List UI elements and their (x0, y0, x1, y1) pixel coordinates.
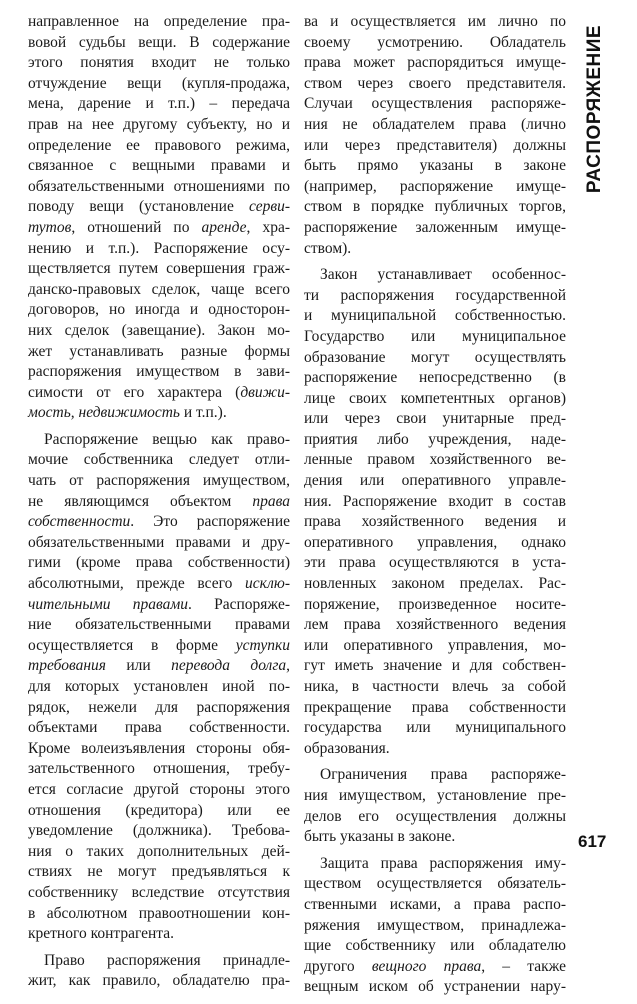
text-column-left (28, 12, 290, 998)
text-line: зательственного отношения, требу- (28, 760, 290, 778)
text-line: мочие собственника следует отли- (28, 451, 290, 469)
text-line: Распоряжение вещью как право- (44, 430, 290, 448)
text-run: и т.п.). (179, 404, 227, 422)
text-line: ствиях не могут предъявляться к (28, 863, 290, 881)
emphasis-term: чительными правами (28, 595, 188, 613)
text-line (28, 403, 290, 424)
text-line: уведомление (должника). Требова- (28, 822, 290, 840)
page-number: 617 (578, 832, 607, 851)
text-line: ти распоряжения государственной (304, 286, 566, 304)
text-line: (например, распоряжение имуще- (304, 177, 566, 195)
paragraph (28, 430, 290, 945)
text-line: эти права осуществляются в уста- (304, 554, 566, 572)
text-line: мена, дарение и т.п.) – передача (28, 95, 290, 113)
text-line: своему усмотрению. Обладатель (304, 33, 566, 51)
text-line (28, 574, 290, 595)
text-run: абсолютными, прежде всего (28, 575, 245, 593)
text-line (28, 492, 290, 513)
emphasis-term: исклю- (244, 575, 290, 593)
text-line: Государство или муниципальное (304, 327, 566, 345)
paragraph-continued (28, 12, 290, 424)
text-line: образования. (304, 739, 390, 757)
emphasis-term: уступки (235, 636, 290, 654)
text-line: вещным иском об устранении нару- (304, 978, 566, 996)
text-line (28, 656, 290, 677)
text-line: направленное на определение пра- (28, 13, 290, 30)
text-line: Право распоряжения принадле- (44, 951, 290, 969)
paragraph (304, 265, 566, 759)
text-line: ством). (304, 239, 352, 257)
text-line: щие собственнику или обладателю (304, 937, 566, 955)
paragraph (304, 765, 566, 847)
text-line: новленных законом пределах. Рас- (304, 575, 566, 593)
text-line: ния о таких дополнительных дей- (28, 842, 290, 860)
text-line: объектами права собственности. (28, 719, 290, 737)
text-line (28, 636, 290, 657)
text-line (28, 512, 290, 533)
text-line: отношения (кредитора) или ее (28, 801, 290, 819)
text-line: права может распорядиться имуще- (304, 54, 566, 72)
text-line: ния не обладателем права (лично (304, 115, 566, 133)
paragraph (304, 854, 566, 998)
text-run: , (286, 657, 290, 675)
text-line: ние обязательственными правами (28, 616, 290, 634)
text-line: данско-правовых сделок, чаще всего (28, 280, 290, 298)
text-run: . Распоряже- (188, 595, 290, 613)
text-line: Случаи осуществления распоряже- (304, 95, 566, 113)
emphasis-term: серви- (249, 198, 290, 216)
text-line (28, 218, 290, 239)
text-run: поводу вещи (установление (28, 198, 250, 216)
text-line: прав на нее другому субъекту, но и (28, 115, 290, 133)
text-line: ществляется путем совершения граж- (28, 260, 290, 278)
text-line: них сделок (завещание). Закон мо- (28, 321, 290, 339)
text-line: гут иметь значение и для собствен- (304, 657, 566, 675)
text-line: собственнику вследствие отсутствия (28, 883, 290, 901)
text-line: обязательственными отношениями по (28, 177, 290, 195)
text-line: поряжение, произведенное носите- (304, 595, 566, 613)
section-tab-label: РАСПОРЯЖЕНИЕ (584, 24, 606, 194)
text-run: . Это распоряжение (130, 513, 290, 531)
paragraph (28, 951, 290, 992)
text-line: приятия либо учреждения, наде- (304, 430, 566, 448)
text-run: , отношений по (71, 218, 202, 236)
text-line: ством в порядке публичных торгов, (304, 198, 566, 216)
emphasis-term: аренде (201, 218, 247, 236)
text-line: этого понятия входит не только (28, 54, 290, 72)
emphasis-term: тутов (28, 218, 72, 236)
text-line: или через свои унитарные пред- (304, 410, 566, 428)
section-tab (580, 14, 610, 204)
text-line: для которых установлен иной по- (28, 678, 290, 695)
text-line: определение ее правового режима, (28, 136, 290, 154)
text-line: оперативного управления, однако (304, 533, 566, 551)
text-run: или (105, 657, 172, 675)
text-line: в абсолютном правоотношении кон- (28, 904, 290, 922)
emphasis-term: права (252, 492, 290, 510)
text-line: вовой судьбы вещи. В содержание (28, 33, 290, 51)
text-line: ния имуществом, установление пре- (304, 786, 566, 804)
paragraph-continued (304, 12, 566, 259)
text-line: кретного контрагента. (28, 925, 175, 943)
text-line: или оперативного управления, мо- (304, 636, 566, 654)
text-line: жет устанавливать разные формы (28, 342, 290, 360)
text-line: распоряжение непосредственно (в (304, 369, 566, 387)
emphasis-term: требования (28, 657, 106, 675)
text-line (28, 595, 290, 616)
text-column-right (304, 12, 566, 1004)
text-line: распоряжения имуществом в зави- (28, 363, 290, 381)
text-line: договоров, но иногда и односторон- (28, 301, 290, 319)
text-line: ва и осуществляется им лично по (304, 13, 566, 30)
text-line: распоряжение заложенным имуще- (304, 218, 566, 236)
text-line: чать от распоряжения имуществом, (28, 472, 290, 490)
text-line: лице своих компетентных органов) (304, 389, 566, 407)
text-line: ния. Распоряжение входит в состав (304, 492, 566, 510)
text-line: Защита права распоряжения иму- (320, 854, 566, 872)
text-line: гими (кроме права собственности) (28, 554, 290, 572)
text-line: ленные правом хозяйственного ве- (304, 451, 566, 469)
emphasis-term: движи- (240, 383, 290, 401)
text-line: жит, как правило, обладателю пра- (28, 972, 290, 990)
text-line (304, 957, 566, 978)
text-line: ника, в частности влечь за собой (304, 678, 566, 695)
text-run: не являющимся объектом (28, 492, 253, 510)
emphasis-term: мость, недвижимость (28, 404, 180, 422)
text-line: ством через своего представителя. (304, 74, 566, 92)
text-line (28, 197, 290, 218)
text-line (28, 383, 290, 404)
text-run: симости от его характера ( (28, 383, 241, 401)
text-line: лем права хозяйственного ведения (304, 616, 566, 634)
text-line: права хозяйственного ведения и (304, 513, 566, 531)
text-line: ществом осуществляется обязатель- (304, 875, 566, 893)
text-run: осуществляется в форме (28, 636, 236, 654)
text-line: прекращение права собственности (304, 698, 566, 716)
text-line: дения или оперативного управле- (304, 472, 566, 490)
text-line: быть прямо указаны в законе (304, 157, 566, 175)
text-line: отчуждение вещи (купля-продажа, (28, 74, 290, 92)
text-line: Ограничения права распоряже- (320, 766, 566, 784)
text-line: Закон устанавливает особеннос- (320, 266, 566, 284)
text-line: ряжения имуществом, принадлежа- (304, 916, 566, 934)
text-run: другого (304, 957, 372, 975)
text-line: или через представителя) должны (304, 136, 566, 154)
text-run: , хра- (246, 218, 290, 236)
text-line: ется согласие другой стороны этого (28, 780, 290, 798)
text-line: обязательственными правами и дру- (28, 533, 290, 551)
text-line: связанное с вещными правами и (28, 157, 290, 175)
text-line: делов его осуществления должны (304, 807, 566, 825)
emphasis-term: перевода долга (171, 657, 287, 675)
text-line: быть указаны в законе. (304, 828, 456, 846)
emphasis-term: собственности (28, 513, 131, 531)
text-line: государства или муниципального (304, 719, 566, 737)
text-line: нению и т.п.). Распоряжение осу- (28, 239, 290, 257)
text-line: и муниципальной собственностью. (304, 307, 566, 325)
text-line: Кроме волеизъявления стороны обя- (28, 739, 290, 757)
text-line: образование могут осуществлять (304, 348, 566, 366)
text-run: , – также (481, 957, 566, 975)
text-line: рядок, нежели для распоряжения (28, 698, 290, 716)
text-line: ственными исками, а права распо- (304, 895, 566, 913)
emphasis-term: вещного права (371, 957, 482, 975)
